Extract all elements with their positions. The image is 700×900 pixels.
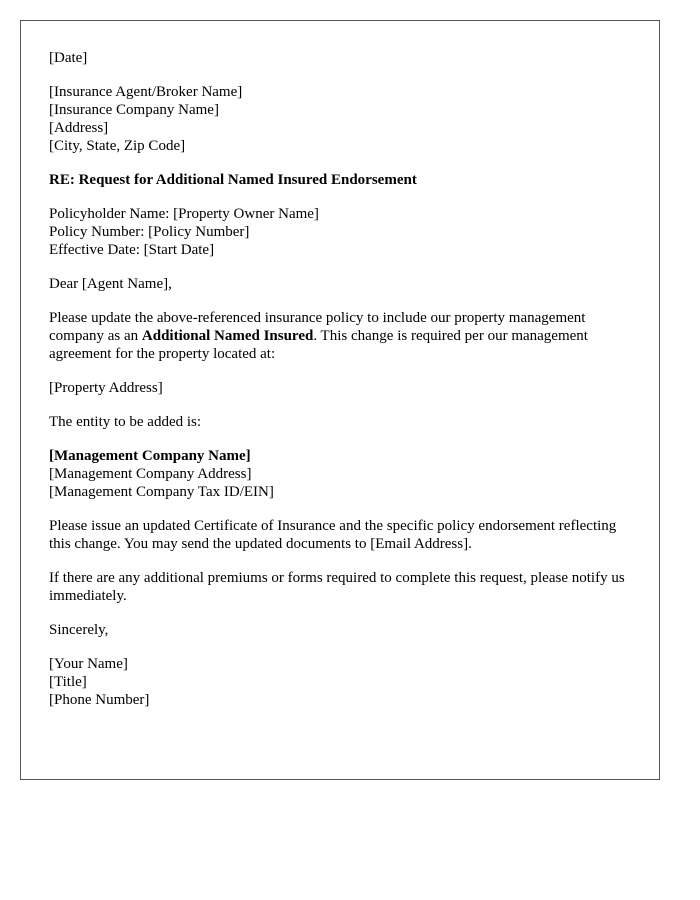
signature-name: [Your Name] [49, 656, 128, 672]
letter-date: [Date] [49, 50, 88, 66]
premiums-paragraph: If there are any additional premiums or forms required to complete this request, please notify us immediately. [49, 570, 625, 604]
additional-named-insured-emphasis: Additional Named Insured [141, 328, 314, 344]
recipient-agent: [Insurance Agent/Broker Name] [49, 84, 243, 100]
signature-block [49, 655, 639, 709]
signature-title: [Title] [49, 674, 87, 690]
management-company-tax-id: [Management Company Tax ID/EIN] [49, 484, 274, 500]
recipient-company: [Insurance Company Name] [49, 102, 219, 118]
entity-intro: The entity to be added is: [49, 414, 202, 430]
recipient-block [49, 83, 639, 155]
effective-date: Effective Date: [Start Date] [49, 242, 215, 258]
certificate-paragraph: Please issue an updated Certificate of Insurance and the specific policy endorsement reflecting this change. You may send the updated documents to [Email Address]. [49, 518, 617, 552]
policy-block [49, 205, 639, 259]
subject-line: RE: Request for Additional Named Insured Endorsement [49, 172, 417, 188]
request-paragraph [49, 309, 639, 363]
request-text-start: Please update the above-referenced insurance policy to include our property management company as an [49, 310, 586, 344]
letter-body [49, 49, 639, 709]
management-company-address: [Management Company Address] [49, 466, 252, 482]
entity-block [49, 447, 639, 501]
management-company-name: [Management Company Name] [49, 448, 251, 464]
policyholder-name: Policyholder Name: [Property Owner Name] [49, 206, 319, 222]
request-text-end: . This change is required per our management agreement for the property located at: [49, 328, 588, 362]
closing: Sincerely, [49, 622, 109, 638]
signature-phone: [Phone Number] [49, 692, 150, 708]
salutation: Dear [Agent Name], [49, 276, 172, 292]
recipient-address: [Address] [49, 120, 109, 136]
recipient-city: [City, State, Zip Code] [49, 138, 186, 154]
letter-page [20, 20, 660, 780]
policy-number: Policy Number: [Policy Number] [49, 224, 250, 240]
property-address: [Property Address] [49, 380, 163, 396]
